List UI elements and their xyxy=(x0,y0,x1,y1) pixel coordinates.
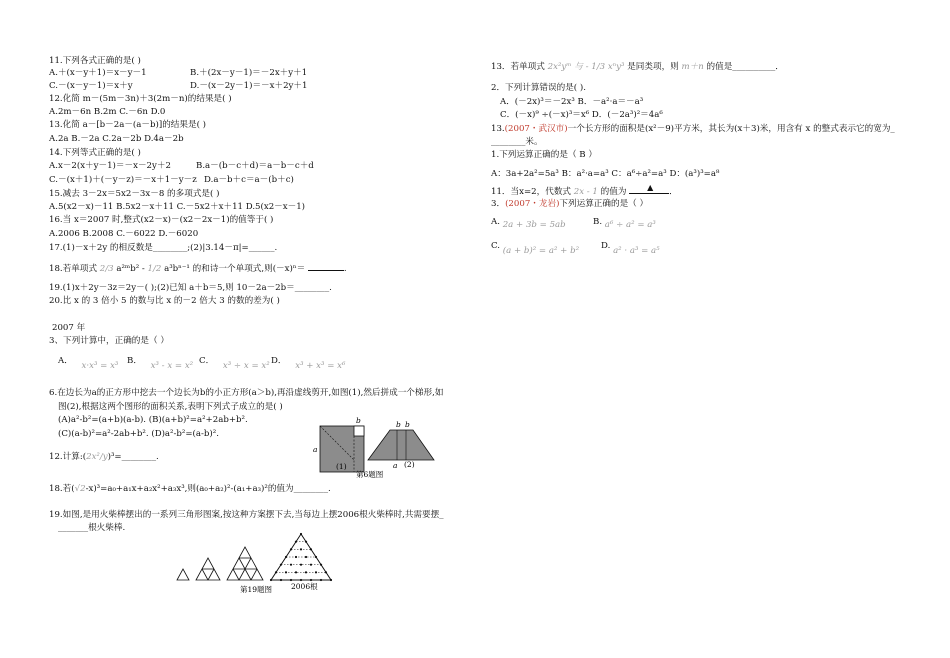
q3-b-formula: x³ - x = x² xyxy=(150,361,194,371)
q6-option-cd: (C)(a-b)²=a²-2ab+b². (D)a²-b²=(a-b)². xyxy=(58,429,219,439)
q18-term-2: a³bⁿ⁻¹ xyxy=(164,264,190,274)
q19b-line-1: 19.如图,是用火柴棒摆出的一系列三角形图案,按这种方案摆下去,当每边上摆2006根火柴棒时,共需要摆_ xyxy=(49,510,444,520)
q16-options: A.2006 B.2008 C.－6022 D.－6020 xyxy=(49,229,199,239)
q6-line-1: 6.在边长为a的正方形中挖去一个边长为b的小正方形(a＞b),再沿虚线剪开,如图(1),然后拼成一个梯形,如 xyxy=(49,388,444,398)
svg-text:a: a xyxy=(393,461,398,470)
q13r-expression-1: 2x²yᵐ 与 - xyxy=(547,62,589,72)
q11-option-d: D.－(x－2y－1)＝－x＋2y＋1 xyxy=(190,81,308,91)
q3-option-c: C． x³ ÷ x = x² xyxy=(199,356,270,371)
q3r-a-formula: 2a + 3b = 5ab xyxy=(502,220,566,230)
q3-c-formula: x³ ÷ x = x² xyxy=(222,361,270,371)
triangle-1 xyxy=(177,569,189,580)
triangle-2006 xyxy=(270,533,332,581)
svg-text:b: b xyxy=(405,420,410,429)
q3r-option-d: D. a² · a³ = a⁵ xyxy=(601,241,660,256)
lattice-dot xyxy=(320,579,322,581)
q15-stem: 15.减去 3－2x＝5x2－3x－8 的多项式是( ) xyxy=(49,189,220,199)
q3r-option-b: B. a⁶ ÷ a² = a³ xyxy=(593,217,656,230)
q3r-option-a: A. 2a + 3b = 5ab xyxy=(491,217,566,230)
q18-prefix: 18.若单项式 xyxy=(49,264,98,274)
q13r-m-plus-n: m＋n xyxy=(681,62,704,72)
q13r-fraction: 1/3 xyxy=(591,62,606,72)
lattice-dot xyxy=(300,579,302,581)
q14-option-c: C.－(x＋1)＋(－y－z)＝－x＋1－y－z xyxy=(49,175,197,185)
q3-d-formula: x³ + x³ = x⁶ xyxy=(295,361,346,371)
q3-a-formula: x·x³ = x³ xyxy=(81,361,119,371)
q13-stem: 13.化简 a－[b－2a－(a－b)]的结果是( ) xyxy=(49,120,207,130)
q13src-line-2: ________米。 xyxy=(491,137,543,147)
q13src-source: (2007・武汉市) xyxy=(504,124,568,134)
q14-option-d: D.a－b＋c＝a－(b＋c) xyxy=(204,175,294,185)
q11-option-a: A.＋(x－y＋1)＝x－y－1 xyxy=(49,68,147,78)
q3r-option-c: C. (a + b)² = a² + b² xyxy=(491,241,580,256)
q13-options: A.2a B.－2a C.2a－2b D.4a－2b xyxy=(49,134,184,144)
q14-stem: 14.下列等式正确的是( ) xyxy=(49,148,141,158)
q3r-d-formula: a² · a³ = a⁵ xyxy=(613,246,660,256)
figure-2006-caption: 2006根 xyxy=(291,582,318,591)
q13r: 13．若单项式 2x²yᵐ 与 - 1/3 xⁿy³ 是同类项，则 m＋n 的值是__________． xyxy=(491,62,784,72)
q18: 18.若单项式 2/3 a²ᵐb² - 1/2 a³bⁿ⁻¹ 的和诗一个单项式,则(－x)ⁿ＝ . xyxy=(49,264,347,274)
q17: 17.(1)－x＋2y 的相反数是________;(2)|3.14－π|=______. xyxy=(49,243,278,253)
q11r: 11．当x=2，代数式 2x - 1 的值为 ▲ ． xyxy=(491,183,678,197)
q11r-answer-blank[interactable] xyxy=(629,185,669,194)
q11-stem: 11.下列各式正确的是( ) xyxy=(49,56,141,66)
q3r-source: (2007・龙岩) xyxy=(505,199,560,209)
q11-option-c: C.－(x－y－1)＝x＋y xyxy=(49,81,133,91)
figure-19-caption: 第19题图 xyxy=(240,585,273,594)
q18-middle: 的和诗一个单项式,则(－x)ⁿ＝ xyxy=(192,264,306,274)
triangle-2 xyxy=(196,558,220,580)
lattice-dot xyxy=(315,556,317,558)
cut-out-square xyxy=(354,426,364,436)
q3r-c-formula: (a + b)² = a² + b² xyxy=(502,246,580,256)
q15-options: A.5(x2－x)－11 B.5x2－x＋11 C.－5x2＋x＋11 D.5(x2－x－1) xyxy=(49,202,306,212)
q12-stem: 12.化简 m－(5m－3n)＋3(2m－n)的结果是( ) xyxy=(49,94,232,104)
label-b: b xyxy=(356,416,361,425)
q18-answer-blank[interactable] xyxy=(308,262,344,271)
lattice-dot xyxy=(330,579,332,581)
q3-option-d: D． x³ + x³ = x⁶ xyxy=(271,356,346,371)
filled-triangle-icon: ▲ xyxy=(647,183,654,192)
q11r-expression: 2x - 1 xyxy=(573,187,598,197)
q6-line-2: 图(2),根据这两个图形的面积关系,表明下列式子成立的是( ) xyxy=(58,402,283,412)
year-heading: 2007 年 xyxy=(52,323,86,333)
q12b-expression: 2x²/y xyxy=(86,452,108,462)
q19: 19.(1)x＋2y－3z＝2y－( );(2)已知 a＋b＝5,则 10－2a－2b＝________. xyxy=(49,283,332,293)
q3-stem: 3、下列计算中，正确的是（ ） xyxy=(49,336,169,346)
q6-figure xyxy=(310,414,460,478)
q16-stem: 16.当 x＝2007 时,整式(x2－x)－(x2－2x－1)的值等于( ) xyxy=(49,215,274,225)
q2-options-2: C．(－x)⁹ ÷(－x)³＝x⁶ D．(－2a³)²＝4a⁶ xyxy=(500,110,663,120)
lattice-dot xyxy=(300,533,302,535)
q3-option-a: A． x·x³ = x³ xyxy=(58,356,119,371)
lattice-dot xyxy=(270,579,272,581)
q1-options: A：3a+2a²=5a³ B：a²·a=a³ C：a⁶÷a²=a³ D：(a³)³=a⁸ xyxy=(491,169,720,179)
q18-fraction-2: 1/2 xyxy=(147,264,162,274)
svg-text:b: b xyxy=(396,420,401,429)
q2-options-1: A．(－2x)³＝－2x³ B．－a²·a＝－a³ xyxy=(500,97,644,107)
q3r-b-formula: a⁶ ÷ a² = a³ xyxy=(604,220,656,230)
caption-1: (1) xyxy=(336,462,347,471)
q1-stem: 1.下列运算正确的是（ B ） xyxy=(491,150,597,160)
trapezoid xyxy=(368,430,434,460)
q3r-stem: 3．(2007・龙岩)下列运算正确的是（ ） xyxy=(491,199,649,209)
label-a: a xyxy=(313,445,318,454)
q2-stem: 2．下列计算错误的是( ). xyxy=(491,83,586,93)
q18b-sqrt: √2 xyxy=(74,484,86,494)
q11-option-b: B.＋(2x－y－1)＝－2x＋y＋1 xyxy=(190,68,308,78)
lattice-dot xyxy=(280,579,282,581)
q12-options: A.2m－6n B.2m C.－6n D.0 xyxy=(49,107,166,117)
caption-2: (2) xyxy=(404,460,415,469)
q18-term-1: a²ᵐb² xyxy=(116,264,140,274)
lattice-dot xyxy=(310,579,312,581)
q18b: 18.若(√2-x)³=a₀+a₁x+a₂x²+a₃x³,则(a₀+a₂)²-(a₁+a₃)²的值为________. xyxy=(49,484,331,494)
lattice-dot xyxy=(290,579,292,581)
q14-option-b: B.a－(b－c＋d)＝a－b－c＋d xyxy=(196,161,314,171)
q13src: 13.(2007・武汉市)一个长方形的面积是(x²－9)平方米，其长为(x＋3)米，用含有 x 的整式表示它的宽为_ xyxy=(491,124,895,134)
q12b: 12.计算:(2x²/y)³=________. xyxy=(49,452,159,462)
triangle-3 xyxy=(227,547,263,580)
q3-option-b: B． x³ - x = x² xyxy=(127,356,194,371)
q19-figure xyxy=(170,532,350,596)
q6-option-ab: (A)a²-b²=(a+b)(a-b). (B)(a+b)²=a²+2ab+b². xyxy=(58,415,248,425)
q14-option-a: A.x－2(x＋y－1)＝－x－2y＋2 xyxy=(49,161,171,171)
q13r-expression-2: xⁿy³ xyxy=(607,62,625,72)
q18-fraction-1: 2/3 xyxy=(99,264,114,274)
q20: 20.比 x 的 3 倍小 5 的数与比 x 的－2 倍大 3 的数的差为( ) xyxy=(49,296,280,306)
figure-6-caption: 第6题图 xyxy=(356,470,384,479)
q19b-line-2: _______根火柴棒. xyxy=(58,523,126,533)
